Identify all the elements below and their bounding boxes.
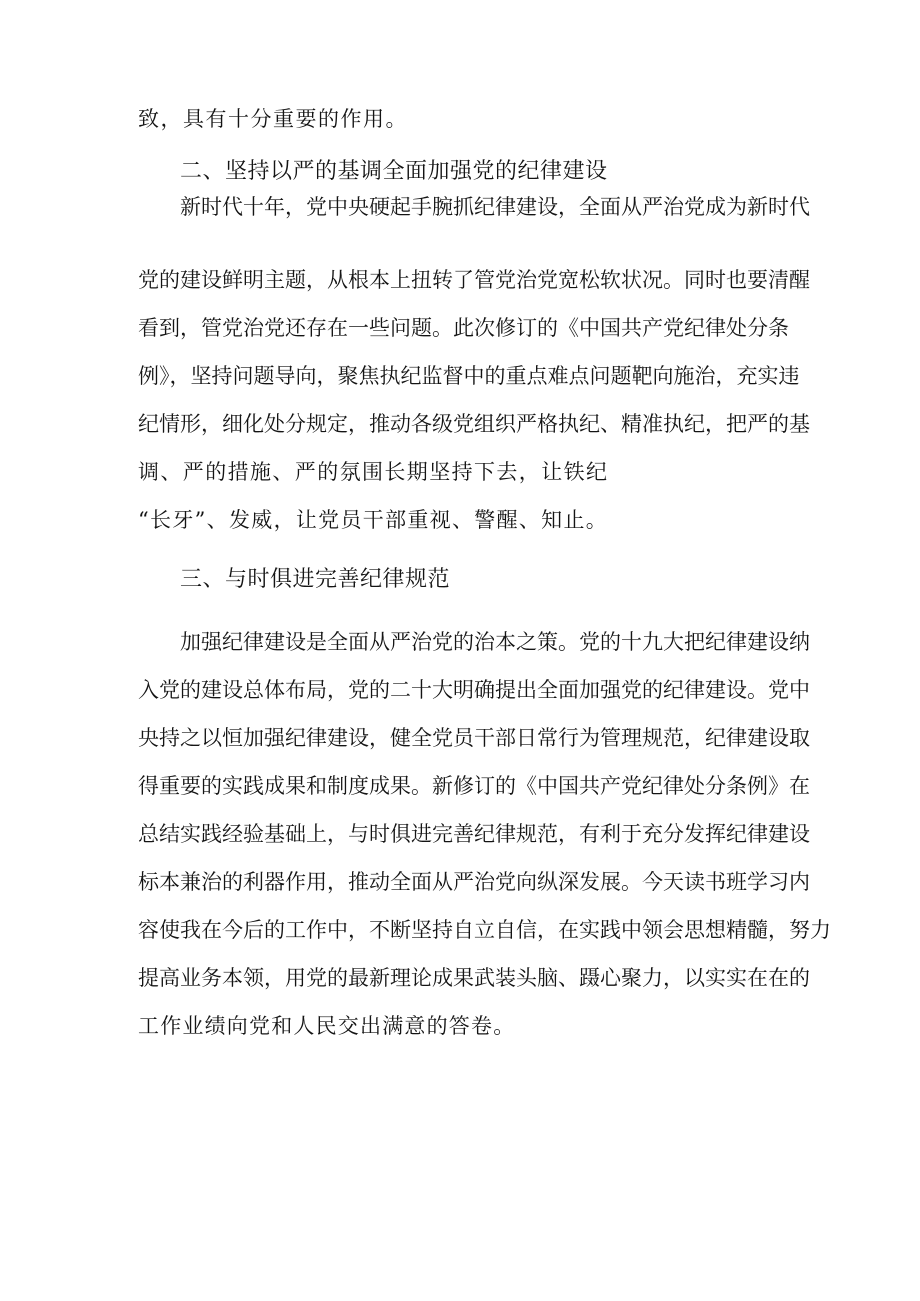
paragraph-line: 容使我在今后的工作中，不断坚持自立自信，在实践中领会思想精髓，努力 [138, 918, 831, 942]
paragraph-line: “长牙”、发威，让党员干部重视、警醒、知止。 [138, 508, 609, 532]
paragraph-line: 党的建设鲜明主题，从根本上扭转了管党治党宽松软状况。同时也要清醒 [138, 268, 810, 292]
paragraph-line: 调、严的措施、严的氛围长期坚持下去，让铁纪 [138, 460, 609, 484]
section-heading-3: 三、与时俱进完善纪律规范 [180, 567, 451, 592]
paragraph-line: 提高业务本领，用党的最新理论成果武装头脑、蹑心聚力，以实实在在的 [138, 966, 810, 990]
paragraph-line: 例》，坚持问题导向，聚焦执纪监督中的重点难点问题靶向施治，充实违 [138, 364, 800, 388]
paragraph-line: 致，具有十分重要的作用。 [138, 107, 408, 131]
paragraph-line: 新时代十年，党中央硬起手腕抓纪律建设，全面从严治党成为新时代 [180, 195, 810, 219]
paragraph-line: 央持之以恒加强纪律建设，健全党员干部日常行为管理规范，纪律建设取 [138, 726, 810, 750]
paragraph-line: 得重要的实践成果和制度成果。新修订的《中国共产党纪律处分条例》在 [138, 774, 810, 798]
paragraph-line: 标本兼治的利器作用，推动全面从严治党向纵深发展。今天读书班学习内 [138, 870, 810, 894]
paragraph-line: 看到，管党治党还存在一些问题。此次修订的《中国共产党纪律处分条 [138, 316, 789, 340]
paragraph-line: 加强纪律建设是全面从严治党的治本之策。党的十九大把纪律建设纳 [180, 630, 810, 654]
paragraph-line: 纪情形，细化处分规定，推动各级党组织严格执纪、精准执纪，把严的基 [138, 412, 810, 436]
paragraph-line: 工作业绩向党和人民交出满意的答卷。 [138, 1014, 516, 1038]
section-heading-2: 二、坚持以严的基调全面加强党的纪律建设 [180, 159, 608, 184]
paragraph-line: 总结实践经验基础上，与时俱进完善纪律规范，有利于充分发挥纪律建设 [138, 822, 810, 846]
paragraph-line: 入党的建设总体布局，党的二十大明确提出全面加强党的纪律建设。党中 [138, 678, 810, 702]
